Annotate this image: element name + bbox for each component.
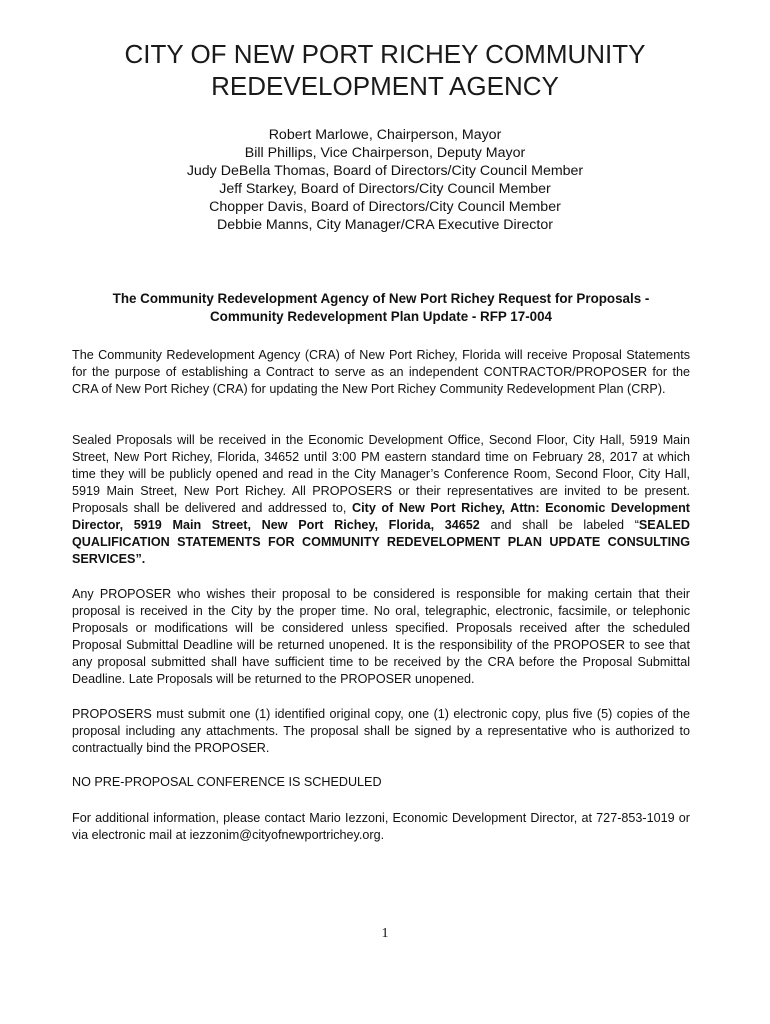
paragraph-responsibility: Any PROPOSER who wishes their proposal to be considered is responsible for making certain that their proposal is received in the City by the proper time. No oral, telegraphic, electronic, facsimile, or telephonic Proposals or modifications will be considered unless specified. Proposals received after the scheduled Proposal Submittal Deadline will be returned unopened. It is the responsibility of the PROPOSER to see that any proposal submitted shall have sufficient time to be received by the CRA before the Proposal Submittal Deadline. Late Proposals will be returned to the PROPOSER unopened. — [72, 587, 690, 686]
title-line-2: REDEVELOPMENT AGENCY — [211, 71, 559, 101]
paragraph-copies: PROPOSERS must submit one (1) identified original copy, one (1) electronic copy, plus five (5) copies of the proposal including any attachments. The proposal shall be signed by a representative who is authorized to contractually bind the PROPOSER. — [72, 707, 690, 755]
paragraph-no-conference: NO PRE-PROPOSAL CONFERENCE IS SCHEDULED — [72, 775, 382, 789]
submission-text: Sealed Proposals will be received in the Economic Development Office, Second Floor, City Hall, 5919 Main Street, New Port Richey, Florida, 34652 until 3:00 PM eastern standard time on February 28, 2017 at which time they will be publicly opened and read in the City Manager’s Conference Room, Second Floor, City Hall, 5919 Main Street, New Port Richey. All PROPOSERS or their representatives are invited to be present. Proposals shall be delivered and addressed to, — [72, 433, 690, 515]
officer-board-member-thomas: Judy DeBella Thomas, Board of Directors/City Council Member — [186, 163, 584, 179]
officer-city-manager: Debbie Manns, City Manager/CRA Executive Director — [217, 217, 553, 233]
paragraph-intro: The Community Redevelopment Agency (CRA) of New Port Richey, Florida will receive Proposal Statements for the purpose of establishing a Contract to serve as an independent CONTRACTOR/PROPOSER for the CRA of New Port Richey (CRA) for updating the New Port Richey Community Redevelopment Plan (CRP). — [72, 348, 690, 396]
page-number: 1 — [381, 926, 389, 941]
submission-label: SEALED QUALIFICATION STATEMENTS FOR COMMUNITY REDEVELOPMENT PLAN UPDATE CONSULTING SERVICES”. — [72, 518, 690, 566]
document-title — [0, 38, 770, 102]
rfp-heading-line-1: The Community Redevelopment Agency of New Port Richey Request for Proposals - — [112, 291, 650, 306]
title-line-1: CITY OF NEW PORT RICHEY COMMUNITY — [124, 39, 646, 69]
paragraph-submission — [72, 432, 690, 568]
rfp-heading-line-2: Community Redevelopment Plan Update - RFP 17-004 — [209, 309, 553, 324]
officer-chairperson: Robert Marlowe, Chairperson, Mayor — [268, 127, 502, 143]
officer-vice-chairperson: Bill Phillips, Vice Chairperson, Deputy Mayor — [244, 145, 526, 161]
rfp-heading — [72, 290, 690, 326]
submission-label-intro: and shall be labeled “ — [479, 518, 639, 532]
submission-address: City of New Port Richey, Attn: Economic Development Director, 5919 Main Street, New Port Richey, Florida, 34652 — [72, 501, 690, 532]
paragraph-contact: For additional information, please contact Mario Iezzoni, Economic Development Director, at 727-853-1019 or via electronic mail at iezzonim@cityofnewportrichey.org. — [72, 811, 690, 842]
officers-list — [0, 126, 770, 234]
officer-board-member-starkey: Jeff Starkey, Board of Directors/City Council Member — [219, 181, 551, 197]
officer-board-member-davis: Chopper Davis, Board of Directors/City Council Member — [209, 199, 561, 215]
